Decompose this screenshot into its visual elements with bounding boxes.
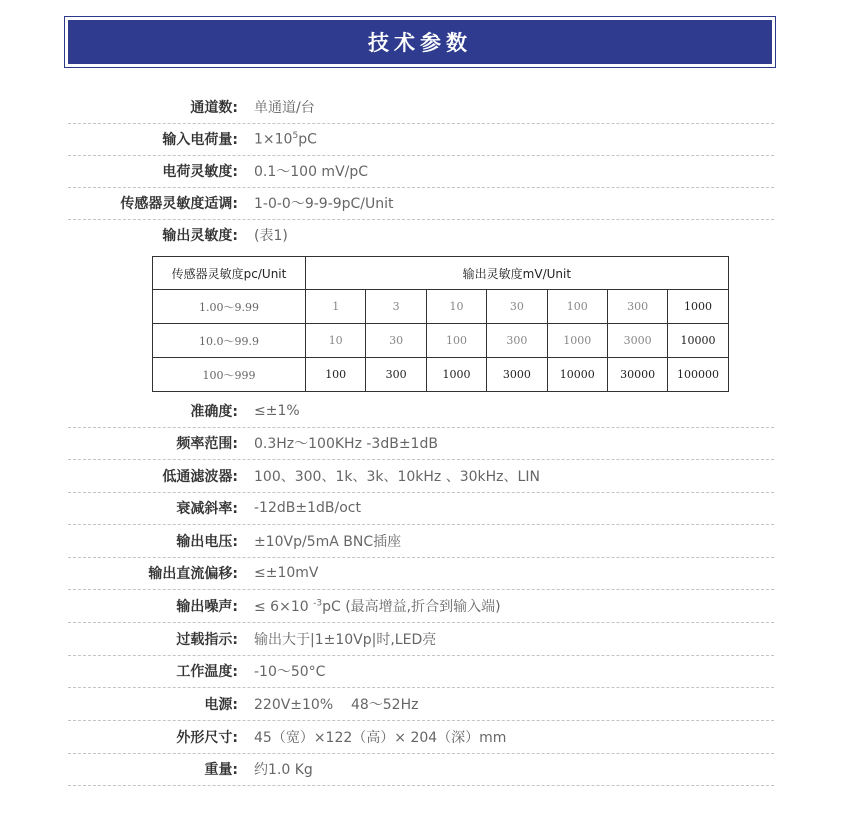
spec-value: $1\times 10^5pC$ [254,130,317,148]
table-cell: 10000 [547,358,607,392]
spec-value: -10～50°C [254,664,326,680]
table-cell: 30000 [607,358,667,392]
spec-value: ≤ 6×10 $^{-3}$pC (最高增益,折合到输入端) [254,598,501,615]
spec-row-charge-sensitivity [68,155,774,188]
spec-label: 衰减斜率: [176,501,238,517]
table-cell: 30 [366,324,426,358]
spec-row-attenuation-slope [68,492,774,525]
table-cell: 1000 [668,290,728,324]
table-cell: 3000 [607,324,667,358]
spec-value: ≤±1% [254,403,300,419]
table-cell: 10 [426,290,486,324]
spec-value: 1-0-0～9-9-9pC/Unit [254,196,394,212]
spec-value: 100、300、1k、3k、10kHz 、30kHz、LIN [254,469,540,485]
spec-label: 输出电压: [176,534,238,550]
table-row [153,290,729,324]
spec-label: 传感器灵敏度适调: [120,196,238,212]
table-header-output: 输出灵敏度mV/Unit [306,257,729,290]
spec-row-channels [68,91,774,124]
spec-value: 约1.0 Kg [254,762,313,778]
table-cell: 1000 [547,324,607,358]
spec-row-input-charge [68,123,774,156]
table-cell: 100000 [668,358,728,392]
page-title: 技术参数 [68,20,772,64]
spec-row-weight [68,753,774,786]
spec-row-temperature [68,655,774,688]
spec-row-sensor-adjust [68,187,774,220]
spec-value: (表1) [254,228,288,244]
spec-value: 0.3Hz～100KHz -3dB±1dB [254,436,438,452]
table-cell: 30 [487,290,547,324]
table-row-label: 100～999 [153,358,306,392]
table-cell: 300 [487,324,547,358]
spec-value: ±10Vp/5mA BNC插座 [254,534,402,550]
spec-label: 过载指示: [176,632,238,648]
spec-label: 输入电荷量: [162,132,238,148]
table-cell: 1 [306,290,366,324]
spec-label: 通道数: [190,100,238,116]
spec-value: 45（宽）×122（高）× 204（深）mm [254,730,507,746]
table-cell: 3 [366,290,426,324]
table-cell: 100 [426,324,486,358]
sensitivity-table [152,256,729,392]
spec-label: 输出灵敏度: [162,228,238,244]
spec-value: 220V±10% 48～52Hz [254,697,419,713]
spec-row-frequency-range [68,427,774,460]
table-cell: 1000 [426,358,486,392]
table-header-row [153,257,729,290]
spec-row-output-noise [68,590,774,623]
table-cell: 300 [607,290,667,324]
table-row-label: 1.00～9.99 [153,290,306,324]
spec-label: 输出噪声: [176,599,238,615]
spec-row-dimensions [68,721,774,754]
title-banner [64,16,776,68]
spec-row-overload [68,623,774,656]
spec-value: 输出大于|1±10Vp|时,LED亮 [254,632,437,648]
spec-value: 单通道/台 [254,100,315,116]
spec-row-dc-offset [68,557,774,590]
spec-value: ≤±10mV [254,565,319,581]
spec-value: -12dB±1dB/oct [254,500,361,516]
spec-label: 重量: [204,762,238,778]
table-cell: 10000 [668,324,728,358]
table-cell: 3000 [487,358,547,392]
spec-row-output-voltage [68,525,774,558]
table-row [153,358,729,392]
spec-row-output-sensitivity [68,219,774,251]
spec-value: 0.1～100 mV/pC [254,164,369,180]
table-header-sensor: 传感器灵敏度pc/Unit [153,257,306,290]
table-row-label: 10.0～99.9 [153,324,306,358]
spec-label: 外形尺寸: [176,730,238,746]
spec-label: 电荷灵敏度: [162,164,238,180]
spec-row-accuracy [68,395,774,428]
table-cell: 10 [306,324,366,358]
spec-label: 工作温度: [176,664,238,680]
table-cell: 100 [547,290,607,324]
table-row [153,324,729,358]
table-cell: 300 [366,358,426,392]
spec-label: 输出直流偏移: [148,566,238,582]
spec-label: 低通滤波器: [162,469,238,485]
spec-label: 准确度: [190,404,238,420]
spec-row-lowpass-filter [68,460,774,493]
table-cell: 100 [306,358,366,392]
spec-label: 电源: [204,697,238,713]
spec-row-power [68,688,774,721]
spec-label: 频率范围: [176,436,238,452]
